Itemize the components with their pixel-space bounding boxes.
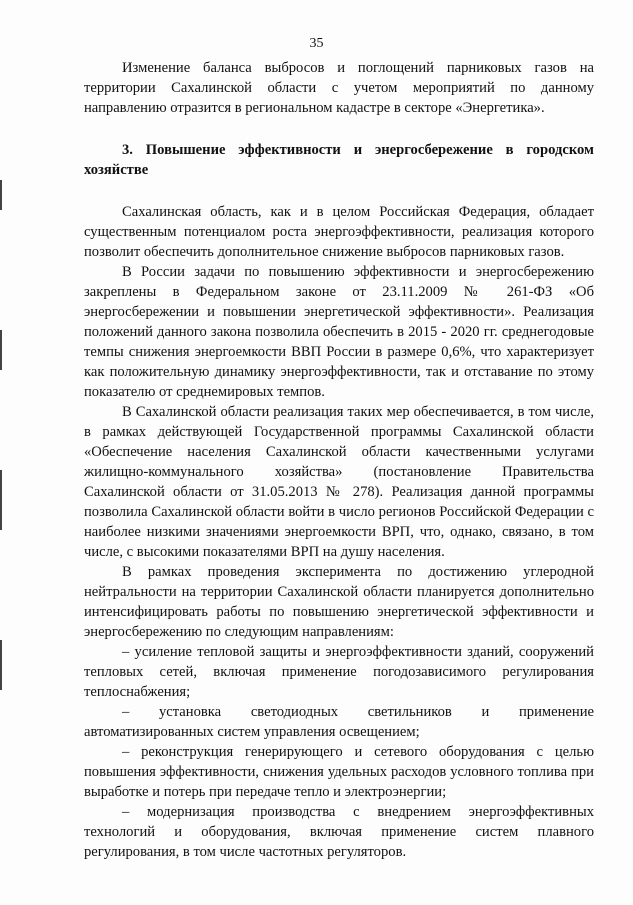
list-item: – усиление тепловой защиты и энергоэффективности зданий, сооружений тепловых сетей, включая применение погодозависимого регулирования теплоснабжения;: [84, 644, 594, 700]
list-item: – модернизация производства с внедрением энергоэффективных технологий и оборудования, включая применение систем плавного регулирования, в том числе частотных регуляторов.: [84, 804, 594, 860]
scan-edge-mark: [0, 470, 2, 530]
spacer: [84, 118, 594, 140]
document-body: [84, 58, 594, 862]
body-paragraph: В рамках проведения эксперимента по достижению углеродной нейтральности на территории Сахалинской области планируется дополнительно интенсифицировать работы по повышению энергетической эффективности и энергосбережению по следующим направлениям:: [84, 564, 594, 640]
spacer: [84, 180, 594, 202]
body-paragraph: В Сахалинской области реализация таких мер обеспечивается, в том числе, в рамках действующей Государственной программы Сахалинской области «Обеспечение населения Сахалинской области качественными услугами жилищно-коммунального хозяйства» (постановление Правительства Сахалинской области от 31.05.2013 № 278). Реализация данной программы позволила Сахалинской области войти в число регионов Российской Федерации с наиболее низкими значениями энергоемкости ВРП, что, однако, связано, в том числе, с высокими показателями ВРП на душу населения.: [84, 404, 594, 560]
scan-edge-mark: [0, 640, 2, 690]
list-item: – реконструкция генерирующего и сетевого оборудования с целью повышения эффективности, снижения удельных расходов условного топлива при выработке и потерь при передаче тепло и электроэнергии;: [84, 744, 594, 800]
intro-paragraph: Изменение баланса выбросов и поглощений парниковых газов на территории Сахалинской области с учетом мероприятий по данному направлению отразится в региональном кадастре в секторе «Энергетика».: [84, 60, 594, 116]
list-item: – установка светодиодных светильников и применение автоматизированных систем управления освещением;: [84, 704, 594, 740]
scan-edge-mark: [0, 330, 2, 370]
body-paragraph: Сахалинская область, как и в целом Российская Федерация, обладает существенным потенциалом роста энергоэффективности, реализация которого позволит обеспечить дополнительное снижение выбросов парниковых газов.: [84, 204, 594, 260]
section-heading: 3. Повышение эффективности и энергосбережение в городском хозяйстве: [84, 142, 594, 178]
body-paragraph: В России задачи по повышению эффективности и энергосбережению закреплены в Федеральном законе от 23.11.2009 № 261-ФЗ «Об энергосбережении и повышении энергетической эффективности». Реализация положений данного закона позволила обеспечить в 2015 - 2020 гг. среднегодовые темпы снижения энергоемкости ВВП России в размере 0,6%, что характеризует как положительную динамику энергоэффективности, так и отставание по этому показателю от среднемировых темпов.: [84, 264, 594, 400]
page-number: 35: [309, 36, 324, 51]
scan-edge-mark: [0, 180, 2, 210]
